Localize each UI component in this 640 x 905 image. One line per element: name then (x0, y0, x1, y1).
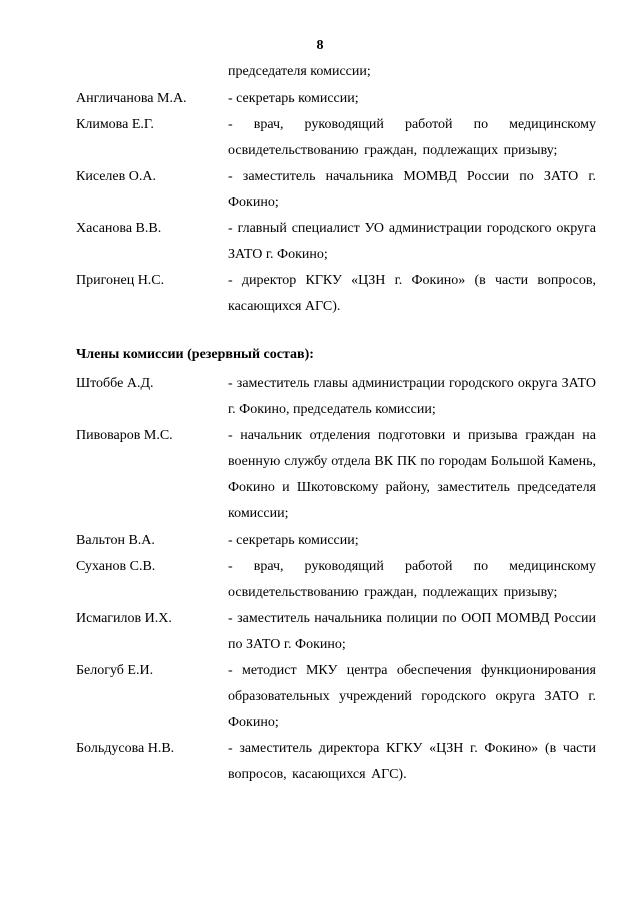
member-role: - заместитель главы администрации городского округа ЗАТО г. Фокино, председатель комиссии; (228, 376, 596, 417)
continuation-text: председателя комиссии; (228, 64, 371, 79)
member-role: - главный специалист УО администрации городского округа ЗАТО г. Фокино; (228, 221, 596, 262)
member-role: - методист МКУ центра обеспечения функционирования образовательных учреждений городского округа ЗАТО г. Фокино; (228, 663, 596, 730)
member-name: Хасанова В.В. (76, 221, 162, 236)
member-name: Вальтон В.А. (76, 533, 155, 548)
member-name: Пивоваров М.С. (76, 428, 173, 443)
member-name: Климова Е.Г. (76, 117, 154, 132)
member-name: Исмагилов И.Х. (76, 611, 172, 626)
member-role: - врач, руководящий работой по медицинскому освидетельствованию граждан, подлежащих призыву; (228, 117, 596, 158)
member-name: Штоббе А.Д. (76, 376, 154, 391)
member-role: - врач, руководящий работой по медицинскому освидетельствованию граждан, подлежащих призыву; (228, 559, 596, 600)
member-name: Больдусова Н.В. (76, 741, 175, 756)
member-role: - заместитель начальника МОМВД России по ЗАТО г. Фокино; (228, 169, 596, 210)
member-role: - заместитель начальника полиции по ООП МОМВД России по ЗАТО г. Фокино; (228, 611, 596, 652)
member-name: Суханов С.В. (76, 559, 156, 574)
member-role: - начальник отделения подготовки и призыва граждан на военную службу отдела ВК ПК по городам Большой Камень, Фокино и Шкотовскому району, заместитель председателя комиссии; (228, 428, 596, 521)
member-name: Пригонец Н.С. (76, 273, 165, 288)
reserve-heading: Члены комиссии (резервный состав): (76, 347, 314, 362)
member-role: - секретарь комиссии; (228, 533, 359, 548)
member-role: - директор КГКУ «ЦЗН г. Фокино» (в части вопросов, касающихся АГС). (228, 273, 596, 314)
page-number: 8 (316, 38, 324, 53)
member-role: - секретарь комиссии; (228, 91, 359, 106)
member-name: Англичанова М.А. (76, 91, 187, 106)
member-role: - заместитель директора КГКУ «ЦЗН г. Фокино» (в части вопросов, касающихся АГС). (228, 741, 596, 782)
member-name: Киселев О.А. (76, 169, 156, 184)
member-name: Белогуб Е.И. (76, 663, 154, 678)
